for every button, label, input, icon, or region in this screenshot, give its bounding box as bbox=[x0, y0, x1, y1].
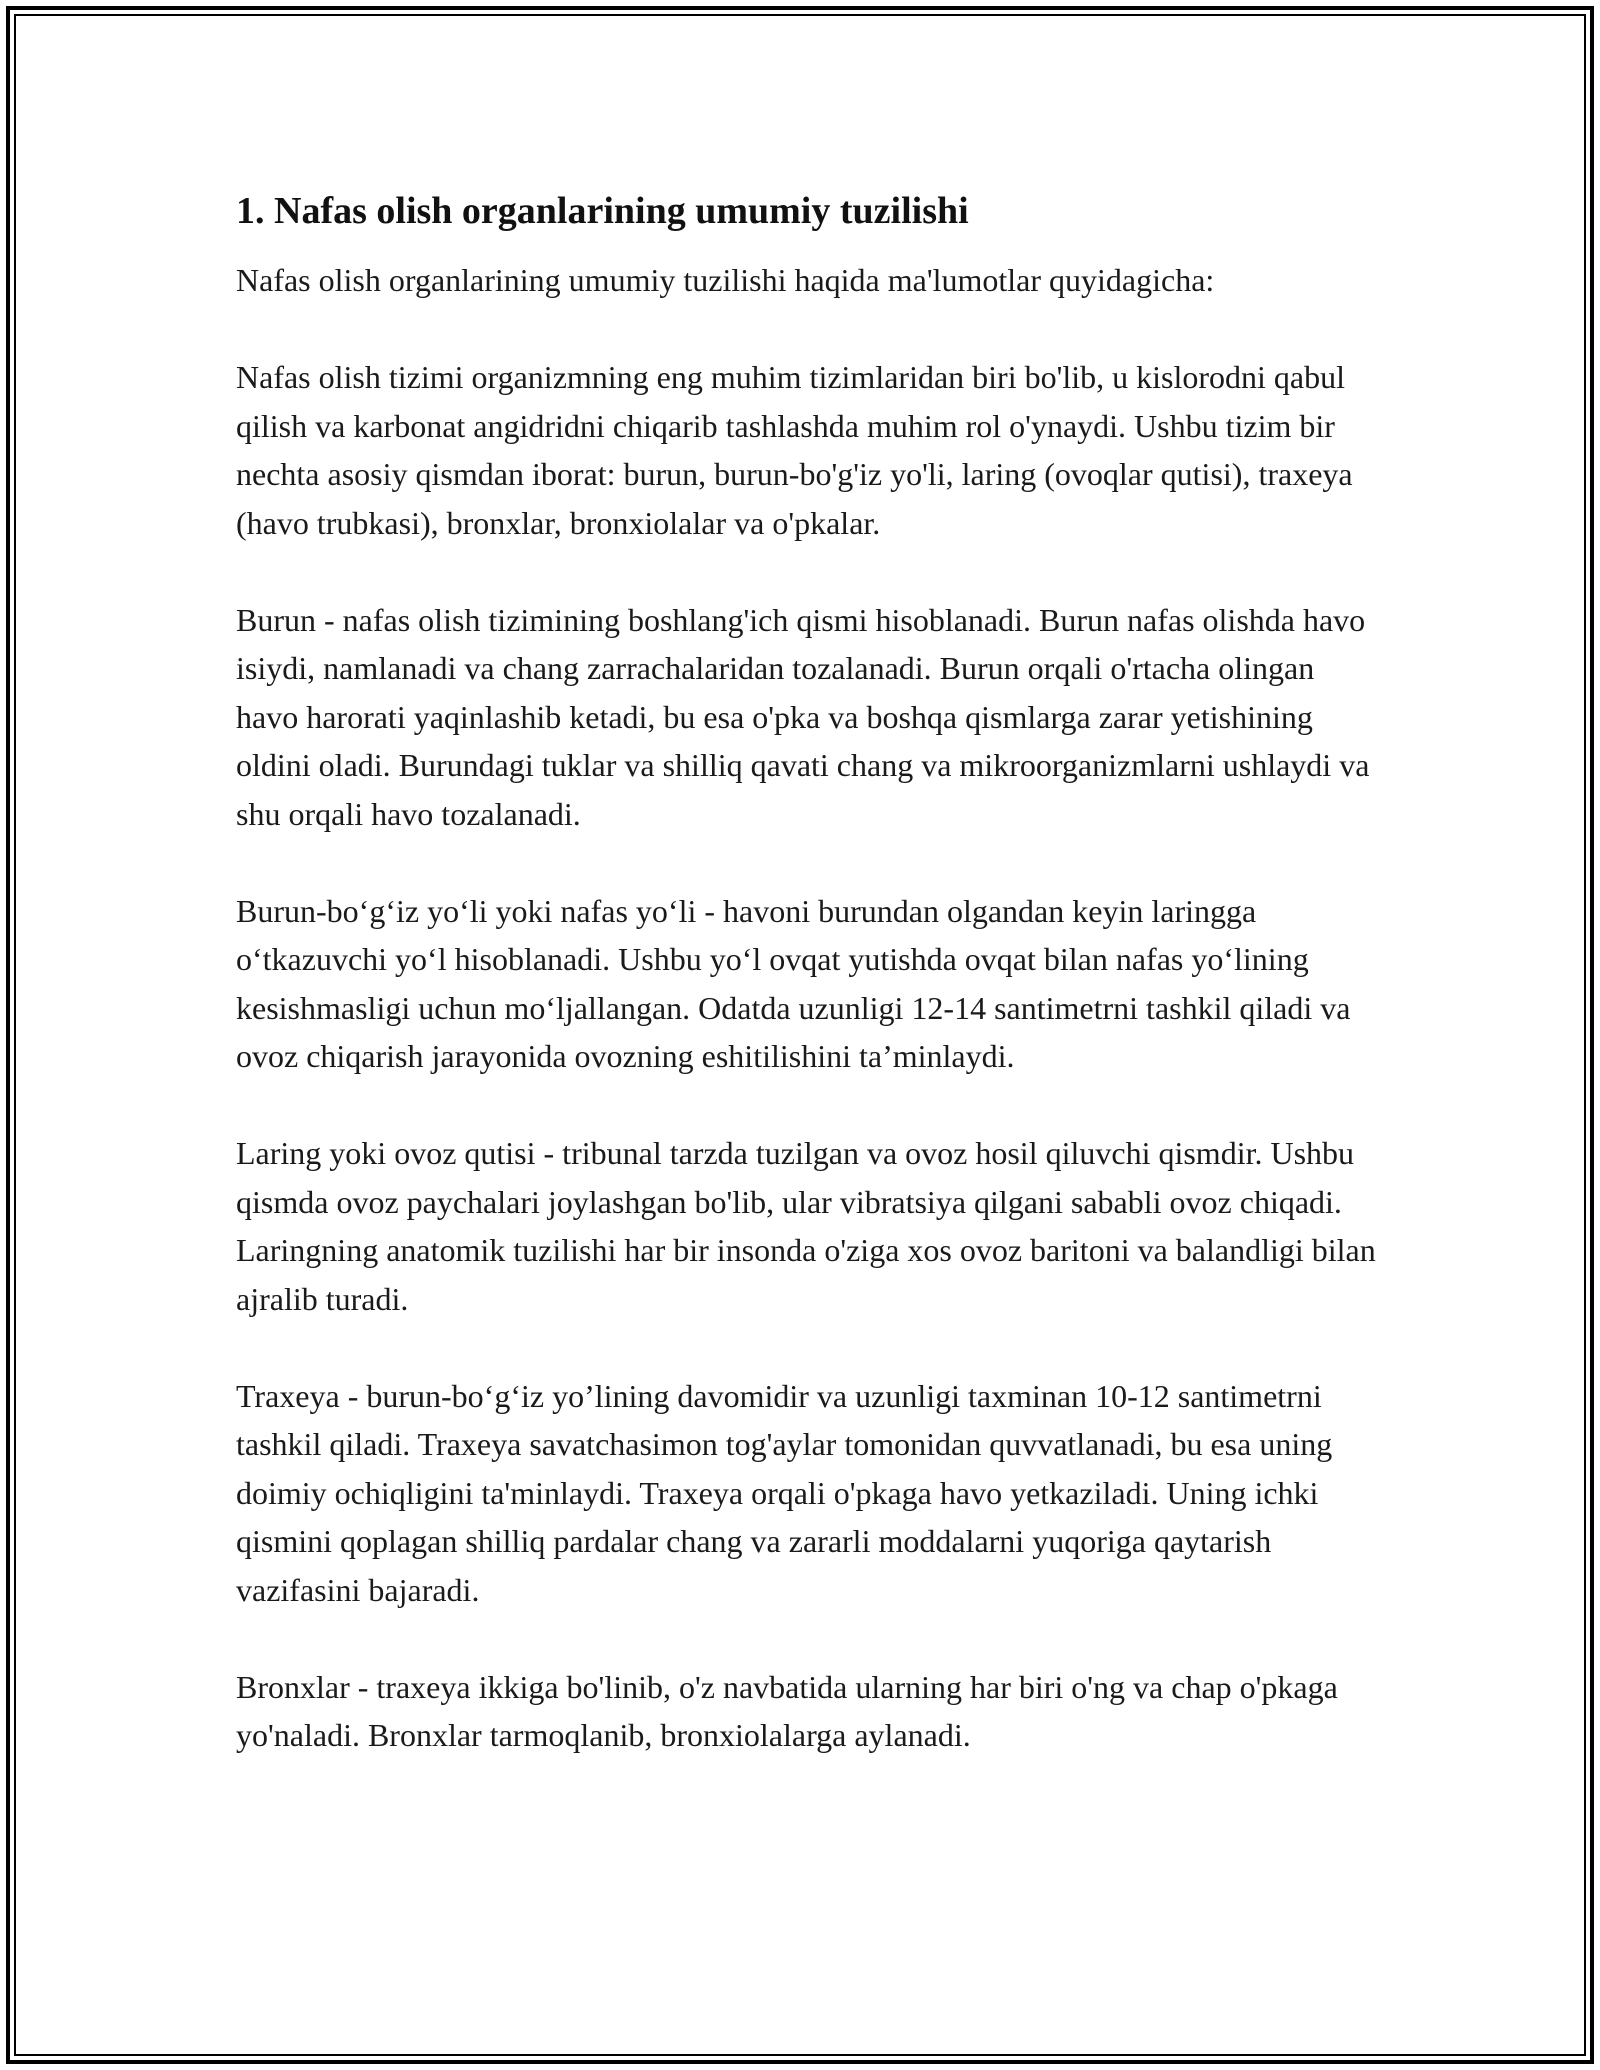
paragraph-nose: Burun - nafas olish tizimining boshlang'ich qismi hisoblanadi. Burun nafas olishda havo isiydi, namlanadi va chang zarrachalaridan tozalanadi. Burun orqali o'rtacha olingan havo harorati yaqinlashib ketadi, bu esa o'pka va boshqa qismlarga zarar yetishining oldini oladi. Burundagi tuklar va shilliq qavati chang va mikroorganizmlarni ushlaydi va shu orqali havo tozalanadi. bbox=[236, 601, 1370, 832]
paragraph-nasopharynx: Burun-bo‘g‘iz yo‘li yoki nafas yo‘li - havoni burundan olgandan keyin laringga o‘tkazuvchi yo‘l hisoblanadi. Ushbu yo‘l ovqat yutishda ovqat bilan nafas yo‘lining kesishmasligi uchun mo‘ljallangan. Odatda uzunligi 12-14 santimetrni tashkil qiladi va ovoz chiqarish jarayonida ovozning eshitilishini ta’minlaydi. bbox=[236, 892, 1351, 1074]
paragraph-respiratory-system: Nafas olish tizimi organizmning eng muhim tizimlaridan biri bo'lib, u kislorodni qabul qilish va karbonat angidridni chiqarib tashlashda muhim rol o'ynaydi. Ushbu tizim bir nechta asosiy qismdan iborat: burun, burun-bo'g'iz yo'li, laring (ovoqlar qutisi), traxeya (havo trubkasi), bronxlar, bronxiolalar va o'pkalar. bbox=[236, 359, 1353, 541]
paragraph-trachea: Traxeya - burun-bo‘g‘iz yo’lining davomidir va uzunligi taxminan 10-12 santimetrni tashkil qiladi. Traxeya savatchasimon tog'aylar tomonidan quvvatlanadi, bu esa uning doimiy ochiqligini ta'minlaydi. Traxeya orqali o'pkaga havo yetkaziladi. Uning ichki qismini qoplagan shilliq pardalar chang va zararli moddalarni yuqoriga qaytarish vazifasini bajaradi. bbox=[236, 1377, 1333, 1608]
intro-paragraph: Nafas olish organlarining umumiy tuzilishi haqida ma'lumotlar quyidagicha: bbox=[236, 262, 1215, 298]
paragraph-larynx: Laring yoki ovoz qutisi - tribunal tarzda tuzilgan va ovoz hosil qiluvchi qismdir. Ushbu qismda ovoz paychalari joylashgan bo'lib, ular vibratsiya qilgani sababli ovoz chiqadi. Laringning anatomik tuzilishi har bir insonda o'ziga xos ovoz baritoni va balandligi bilan ajralib turadi. bbox=[236, 1135, 1376, 1317]
paragraph-bronchi: Bronxlar - traxeya ikkiga bo'linib, o'z navbatida ularning har biri o'ng va chap o'pkaga yo'naladi. Bronxlar tarmoqlanib, bronxiolalarga aylanadi. bbox=[236, 1668, 1338, 1753]
section-title: 1. Nafas olish organlarining umumiy tuzilishi bbox=[236, 190, 969, 232]
document-body bbox=[236, 186, 1376, 1760]
